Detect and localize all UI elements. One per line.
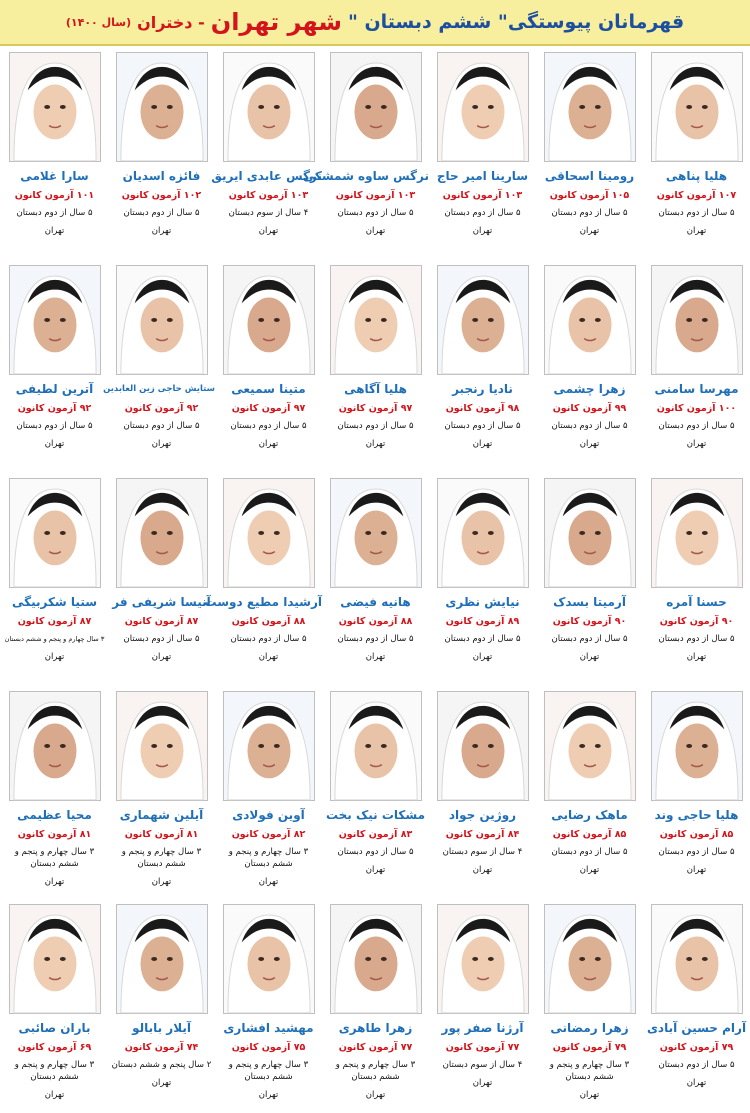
- student-exam-count: ۹۲ آزمون کانون: [17, 403, 92, 414]
- student-exam-count: ۱۰۳ آزمون کانون: [228, 190, 309, 201]
- student-photo: [223, 52, 315, 162]
- student-years: ۵ سال از دوم دبستان: [658, 1060, 735, 1070]
- student-exam-count: ۸۳ آزمون کانون: [338, 829, 413, 840]
- student-name: هانیه فیضی: [340, 595, 411, 609]
- student-photo: [9, 265, 101, 375]
- student-card: [536, 259, 643, 472]
- student-years: ۵ سال از دوم دبستان: [230, 421, 307, 431]
- student-photo: [223, 904, 315, 1014]
- student-years: ۴ سال از سوم دبستان: [442, 1060, 523, 1070]
- student-years: ۵ سال از دوم دبستان: [16, 208, 93, 218]
- student-exam-count: ۱۰۵ آزمون کانون: [549, 190, 630, 201]
- student-photo: [544, 52, 636, 162]
- student-years: ۳ سال چهارم و پنجم و ششم دبستان: [228, 847, 309, 869]
- student-name: ستیا شکربیگی: [11, 595, 98, 609]
- student-card: [1, 685, 108, 898]
- student-years: ۵ سال از دوم دبستان: [658, 847, 735, 857]
- student-name: فائزه اسدیان: [122, 169, 201, 183]
- student-city: تهران: [151, 652, 172, 662]
- student-card: [1, 472, 108, 685]
- student-name: آیلین شهماری: [119, 808, 204, 822]
- student-years: ۵ سال از دوم دبستان: [16, 421, 93, 431]
- title-banner: [0, 0, 750, 46]
- student-city: تهران: [258, 1090, 279, 1100]
- student-name: آرشیدا مطیع دوست: [204, 595, 322, 609]
- student-exam-count: ۱۰۳ آزمون کانون: [442, 190, 523, 201]
- student-exam-count: ۸۱ آزمون کانون: [124, 829, 199, 840]
- student-photo: [437, 691, 529, 801]
- student-exam-count: ۹۰ آزمون کانون: [659, 616, 734, 627]
- student-city: تهران: [686, 1078, 707, 1088]
- student-city: تهران: [44, 877, 65, 887]
- student-card: [643, 472, 750, 685]
- student-photo: [9, 904, 101, 1014]
- student-photo: [9, 691, 101, 801]
- student-card: [204, 472, 322, 685]
- student-years: ۳ سال چهارم و پنجم و ششم دبستان: [121, 847, 202, 869]
- student-card: [429, 472, 536, 685]
- student-city: تهران: [579, 865, 600, 875]
- student-exam-count: ۹۰ آزمون کانون: [552, 616, 627, 627]
- student-photo: [437, 265, 529, 375]
- title-text: قهرمانان پیوستگی" ششم دبستان ": [347, 11, 685, 33]
- student-years: ۵ سال از دوم دبستان: [658, 634, 735, 644]
- student-name: نرگس ساوه شمشکی: [302, 169, 429, 183]
- student-photo: [651, 691, 743, 801]
- student-card: [103, 259, 215, 472]
- title-city: شهر تهران: [210, 8, 342, 36]
- students-grid: [0, 46, 750, 1111]
- student-city: تهران: [365, 652, 386, 662]
- student-photo: [223, 265, 315, 375]
- student-years: ۵ سال از دوم دبستان: [337, 634, 414, 644]
- student-card: [215, 898, 322, 1111]
- student-photo: [330, 904, 422, 1014]
- student-years: ۵ سال از دوم دبستان: [551, 847, 628, 857]
- student-city: تهران: [365, 226, 386, 236]
- student-city: تهران: [472, 439, 493, 449]
- student-name: هلیا پناهی: [665, 169, 728, 183]
- student-name: سارا غلامی: [20, 169, 89, 183]
- student-photo: [437, 904, 529, 1014]
- student-name: ستایش حاجی زین العابدین: [103, 384, 215, 394]
- student-photo: [9, 478, 101, 588]
- student-city: تهران: [579, 226, 600, 236]
- student-city: تهران: [44, 226, 65, 236]
- student-years: ۵ سال از دوم دبستان: [337, 847, 414, 857]
- student-city: تهران: [365, 865, 386, 875]
- student-photo: [330, 265, 422, 375]
- student-photo: [9, 52, 101, 162]
- student-city: تهران: [44, 652, 65, 662]
- student-exam-count: ۷۹ آزمون کانون: [659, 1042, 734, 1053]
- student-photo: [116, 478, 208, 588]
- student-photo: [437, 52, 529, 162]
- student-city: تهران: [151, 226, 172, 236]
- student-name: مهشید افشاری: [223, 1021, 314, 1035]
- student-photo: [116, 691, 208, 801]
- student-card: [643, 46, 750, 259]
- student-exam-count: ۸۷ آزمون کانون: [17, 616, 92, 627]
- student-card: [1, 46, 108, 259]
- student-exam-count: ۷۹ آزمون کانون: [552, 1042, 627, 1053]
- student-years: ۵ سال از دوم دبستان: [444, 634, 521, 644]
- student-name: آترین لطیفی: [15, 382, 94, 396]
- title-gender: - دختران: [137, 12, 205, 32]
- student-years: ۳ سال چهارم و پنجم و ششم دبستان: [549, 1060, 630, 1082]
- student-city: تهران: [258, 226, 279, 236]
- student-exam-count: ۹۲ آزمون کانون: [124, 403, 199, 414]
- student-photo: [651, 904, 743, 1014]
- student-city: تهران: [686, 439, 707, 449]
- student-years: ۵ سال از دوم دبستان: [658, 421, 735, 431]
- student-name: آرام حسین آبادی: [646, 1021, 747, 1035]
- student-years: ۵ سال از دوم دبستان: [658, 208, 735, 218]
- student-exam-count: ۱۰۲ آزمون کانون: [121, 190, 202, 201]
- student-exam-count: ۷۴ آزمون کانون: [124, 1042, 199, 1053]
- student-exam-count: ۹۹ آزمون کانون: [552, 403, 627, 414]
- student-city: تهران: [579, 652, 600, 662]
- student-name: سارینا امیر حاج: [436, 169, 529, 183]
- student-exam-count: ۸۷ آزمون کانون: [124, 616, 199, 627]
- student-name: زهرا طاهری: [338, 1021, 413, 1035]
- student-exam-count: ۸۸ آزمون کانون: [231, 616, 306, 627]
- student-card: [536, 46, 643, 259]
- student-card: [429, 46, 536, 259]
- student-photo: [544, 478, 636, 588]
- student-name: آوین فولادی: [232, 808, 305, 822]
- student-exam-count: ۸۹ آزمون کانون: [445, 616, 520, 627]
- student-card: [322, 472, 429, 685]
- student-photo: [651, 52, 743, 162]
- student-photo: [437, 478, 529, 588]
- student-photo: [116, 52, 208, 162]
- student-exam-count: ۸۱ آزمون کانون: [17, 829, 92, 840]
- student-name: نیایش نظری: [445, 595, 520, 609]
- student-years: ۴ سال از سوم دبستان: [442, 847, 523, 857]
- student-city: تهران: [472, 865, 493, 875]
- student-name: هلیا حاجی وند: [654, 808, 739, 822]
- student-card: [1, 898, 108, 1111]
- student-name: آرژنا صفر پور: [441, 1021, 524, 1035]
- student-card: [643, 898, 750, 1111]
- student-card: [643, 685, 750, 898]
- student-years: ۳ سال چهارم و پنجم و ششم دبستان: [14, 1060, 95, 1082]
- student-photo: [651, 265, 743, 375]
- student-card: [108, 685, 215, 898]
- student-years: ۵ سال از دوم دبستان: [230, 634, 307, 644]
- student-exam-count: ۹۷ آزمون کانون: [231, 403, 306, 414]
- student-years: ۵ سال از دوم دبستان: [123, 208, 200, 218]
- student-years: ۴ سال از سوم دبستان: [228, 208, 309, 218]
- student-card: [302, 46, 429, 259]
- student-name: هلیا آگاهی: [344, 382, 407, 396]
- student-card: [211, 46, 322, 259]
- student-name: زهرا رمضانی: [550, 1021, 629, 1035]
- student-photo: [223, 478, 315, 588]
- student-photo: [116, 265, 208, 375]
- student-photo: [651, 478, 743, 588]
- student-photo: [116, 904, 208, 1014]
- student-years: ۳ سال چهارم و پنجم و ششم دبستان: [335, 1060, 416, 1082]
- student-years: ۵ سال از دوم دبستان: [551, 421, 628, 431]
- student-card: [643, 259, 750, 472]
- student-card: [108, 898, 215, 1111]
- student-city: تهران: [472, 1078, 493, 1088]
- student-name: آنیسا شریفی فر: [112, 595, 211, 609]
- student-card: [322, 898, 429, 1111]
- student-exam-count: ۶۹ آزمون کانون: [17, 1042, 92, 1053]
- student-name: متینا سمیعی: [231, 382, 306, 396]
- student-city: تهران: [258, 877, 279, 887]
- student-city: تهران: [365, 1090, 386, 1100]
- student-years: ۵ سال از دوم دبستان: [123, 634, 200, 644]
- student-city: تهران: [686, 652, 707, 662]
- student-city: تهران: [258, 439, 279, 449]
- student-photo: [330, 52, 422, 162]
- student-card: [536, 472, 643, 685]
- student-years: ۵ سال از دوم دبستان: [444, 421, 521, 431]
- student-card: [108, 472, 215, 685]
- student-name: رومینا اسحاقی: [544, 169, 635, 183]
- student-card: [429, 898, 536, 1111]
- student-name: حسنا آمره: [666, 595, 727, 609]
- student-card: [322, 259, 429, 472]
- student-city: تهران: [472, 652, 493, 662]
- student-exam-count: ۷۷ آزمون کانون: [445, 1042, 520, 1053]
- student-years: ۲ سال پنجم و ششم دبستان: [111, 1060, 212, 1070]
- student-name: ماهک رضایی: [551, 808, 628, 822]
- student-city: تهران: [686, 226, 707, 236]
- student-exam-count: ۹۸ آزمون کانون: [445, 403, 520, 414]
- student-card: [215, 685, 322, 898]
- student-name: زهرا چشمی: [553, 382, 626, 396]
- student-years: ۵ سال از دوم دبستان: [551, 634, 628, 644]
- student-exam-count: ۸۴ آزمون کانون: [445, 829, 520, 840]
- student-city: تهران: [151, 877, 172, 887]
- student-exam-count: ۸۵ آزمون کانون: [552, 829, 627, 840]
- student-photo: [330, 478, 422, 588]
- student-photo: [330, 691, 422, 801]
- student-name: نادیا رنجبر: [452, 382, 513, 396]
- student-name: محیا عظیمی: [17, 808, 92, 822]
- student-exam-count: ۸۸ آزمون کانون: [338, 616, 413, 627]
- student-photo: [544, 904, 636, 1014]
- student-name: روژین جواد: [448, 808, 517, 822]
- student-exam-count: ۱۰۱ آزمون کانون: [14, 190, 95, 201]
- student-years: ۵ سال از دوم دبستان: [551, 208, 628, 218]
- student-card: [429, 685, 536, 898]
- student-photo: [544, 691, 636, 801]
- student-exam-count: ۱۰۷ آزمون کانون: [656, 190, 737, 201]
- student-city: تهران: [258, 652, 279, 662]
- student-name: باران صائبی: [18, 1021, 91, 1035]
- student-name: آیلار بابالو: [132, 1021, 191, 1035]
- student-exam-count: ۹۷ آزمون کانون: [338, 403, 413, 414]
- student-years: ۳ سال چهارم و پنجم و ششم دبستان: [4, 635, 105, 643]
- student-city: تهران: [151, 439, 172, 449]
- student-years: ۳ سال چهارم و پنجم و ششم دبستان: [228, 1060, 309, 1082]
- student-card: [322, 685, 429, 898]
- student-card: [1, 259, 108, 472]
- student-exam-count: ۱۰۰ آزمون کانون: [656, 403, 737, 414]
- title-year: (سال ۱۴۰۰): [65, 15, 132, 29]
- student-exam-count: ۱۰۳ آزمون کانون: [335, 190, 416, 201]
- student-card: [536, 685, 643, 898]
- student-city: تهران: [365, 439, 386, 449]
- student-name: مشکات نیک بخت: [325, 808, 426, 822]
- student-card: [429, 259, 536, 472]
- student-years: ۳ سال چهارم و پنجم و ششم دبستان: [14, 847, 95, 869]
- student-city: تهران: [579, 439, 600, 449]
- student-years: ۵ سال از دوم دبستان: [337, 421, 414, 431]
- student-card: [215, 259, 322, 472]
- student-city: تهران: [472, 226, 493, 236]
- student-card: [108, 46, 215, 259]
- student-name: نرگس عابدی ایریق: [211, 169, 322, 183]
- student-years: ۵ سال از دوم دبستان: [123, 421, 200, 431]
- student-card: [536, 898, 643, 1111]
- student-photo: [223, 691, 315, 801]
- student-city: تهران: [686, 865, 707, 875]
- student-city: تهران: [151, 1078, 172, 1088]
- student-city: تهران: [44, 1090, 65, 1100]
- student-years: ۵ سال از دوم دبستان: [444, 208, 521, 218]
- student-exam-count: ۷۵ آزمون کانون: [231, 1042, 306, 1053]
- student-city: تهران: [44, 439, 65, 449]
- student-exam-count: ۸۵ آزمون کانون: [659, 829, 734, 840]
- student-exam-count: ۷۷ آزمون کانون: [338, 1042, 413, 1053]
- student-name: آرمیتا بسدک: [553, 595, 626, 609]
- student-years: ۵ سال از دوم دبستان: [337, 208, 414, 218]
- student-city: تهران: [579, 1090, 600, 1100]
- student-name: مهرسا سامنی: [654, 382, 739, 396]
- student-photo: [544, 265, 636, 375]
- student-exam-count: ۸۲ آزمون کانون: [231, 829, 306, 840]
